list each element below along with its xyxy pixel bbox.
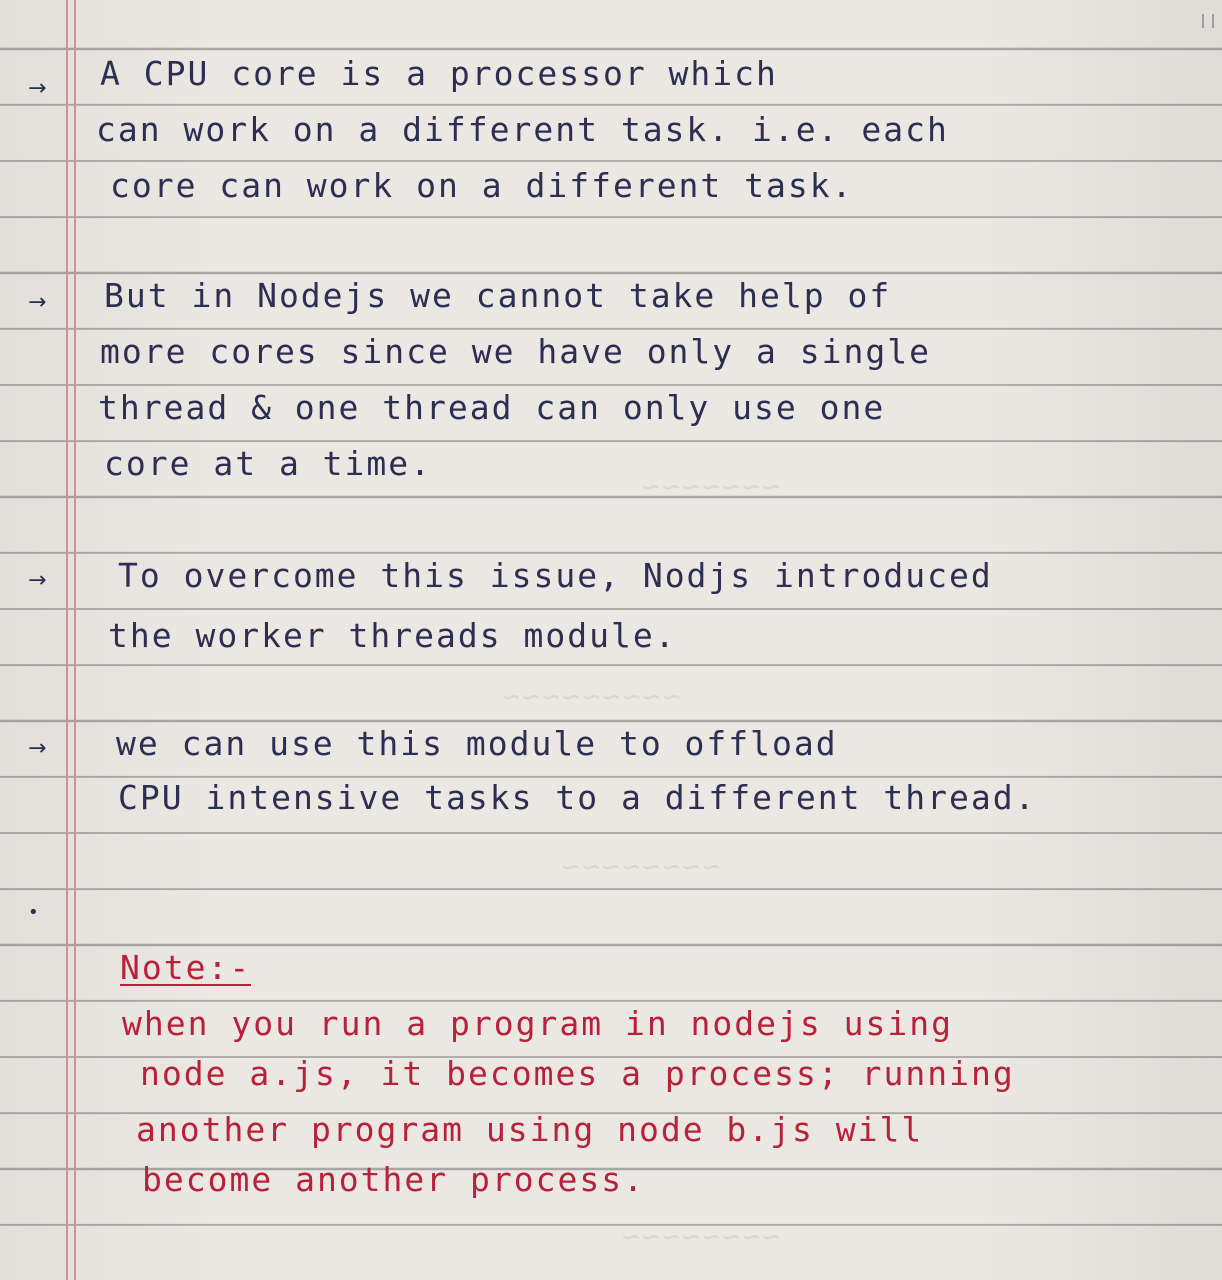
arrow-bullet-icon: → [28, 736, 47, 761]
paragraph-3-line-1: To overcome this issue, Nodjs introduced [118, 556, 993, 595]
note-heading: Note:- [120, 940, 251, 986]
paragraph-3-line-2: the worker threads module. [108, 616, 677, 655]
margin-line-left [66, 0, 68, 1280]
paragraph-1-line-3: core can work on a different task. [110, 166, 854, 205]
bleed-through-text: ~~~~~~~~ [620, 1220, 781, 1255]
paragraph-2-line-3: thread & one thread can only use one [98, 388, 886, 427]
bleed-through-text: ~~~~~~~ [640, 470, 781, 505]
bleed-through-text: ~~~~~~~~ [560, 850, 721, 885]
margin-line-right [74, 0, 76, 1280]
arrow-bullet-icon: → [28, 76, 47, 101]
note-line-1: when you run a program in nodejs using [122, 1004, 953, 1043]
note-line-2: node a.js, it becomes a process; running [140, 1054, 1015, 1093]
arrow-bullet-icon: → [28, 290, 47, 315]
paragraph-4-line-1: we can use this module to offload [116, 724, 838, 763]
paragraph-2-line-2: more cores since we have only a single [100, 332, 931, 371]
paragraph-2-line-4: core at a time. [104, 444, 433, 483]
page-corner-mark [1202, 14, 1214, 28]
note-line-4: become another process. [142, 1160, 645, 1199]
paragraph-4-line-2: CPU intensive tasks to a different thread. [118, 778, 1037, 817]
dot-bullet-icon: • [28, 902, 39, 923]
note-line-3: another program using node b.js will [136, 1110, 924, 1149]
bleed-through-text: ~~~~~~~~~ [500, 680, 681, 715]
paragraph-2-line-1: But in Nodejs we cannot take help of [104, 276, 892, 315]
arrow-bullet-icon: → [28, 568, 47, 593]
paragraph-1-line-2: can work on a different task. i.e. each [96, 110, 949, 149]
paragraph-1-line-1: A CPU core is a processor which [100, 54, 778, 93]
